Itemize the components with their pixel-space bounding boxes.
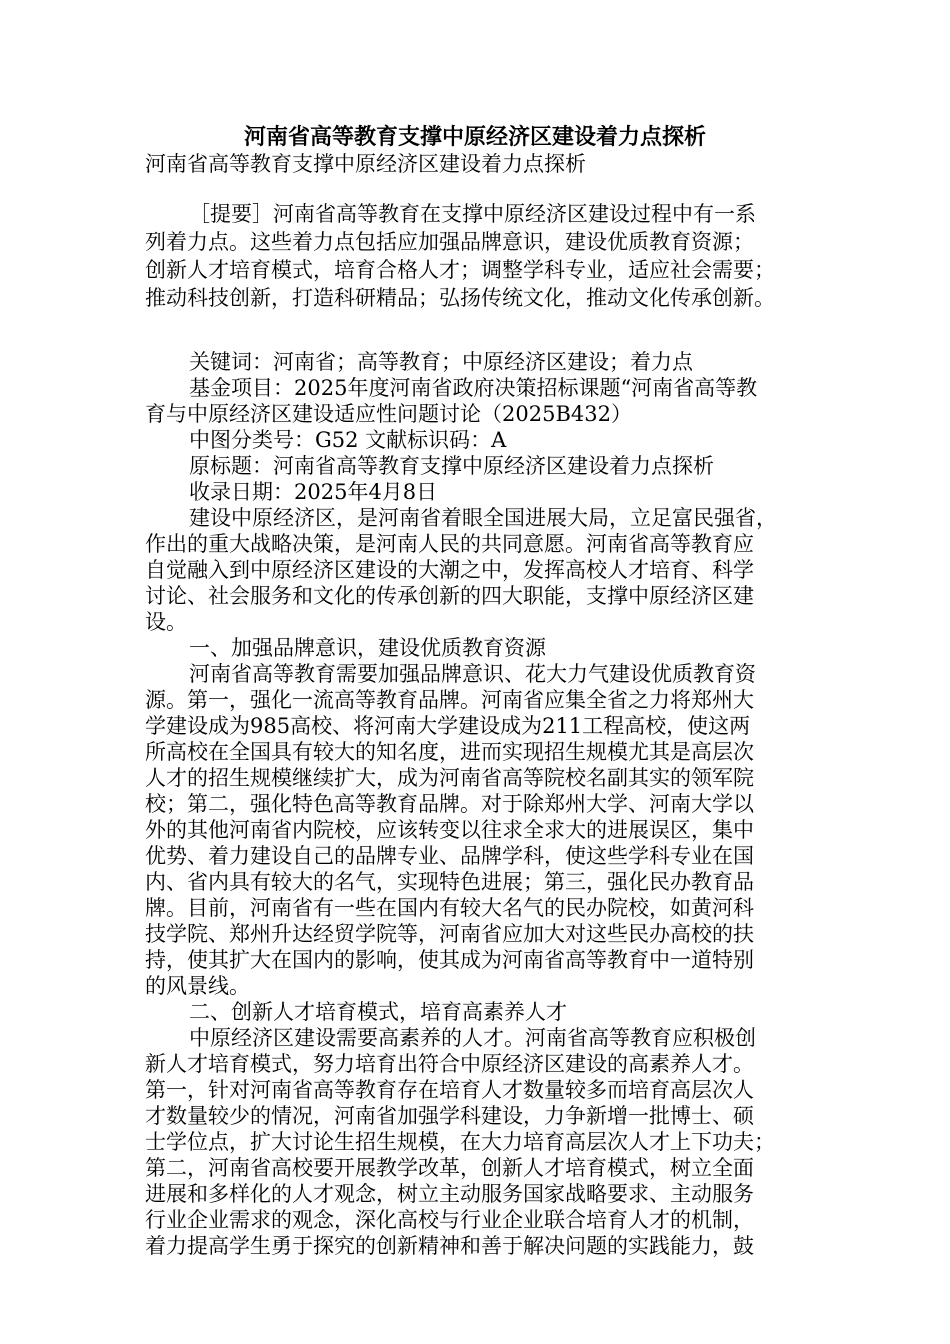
- section2-line: 中原经济区建设需要高素养的人才。河南省高等教育应积极创: [189, 1026, 756, 1050]
- section2-line: 着力提高学生勇于探究的创新精神和善于解决问题的实践能力，鼓: [145, 1234, 754, 1258]
- section2-line: 进展和多样化的人才观念，树立主动服务国家战略要求、主动服务: [145, 1182, 754, 1206]
- section1-line: 技学院、郑州升达经贸学院等，河南省应加大对这些民办高校的扶: [145, 922, 754, 946]
- fund-line: 基金项目：2025年度河南省政府决策招标课题“河南省高等教: [189, 376, 758, 400]
- abstract-line: 创新人才培育模式，培育合格人才；调整学科专业，适应社会需要；: [145, 258, 775, 282]
- received-date: 收录日期：2025年4月8日: [189, 480, 438, 504]
- document-title: 河南省高等教育支撑中原经济区建设着力点探析: [243, 124, 706, 150]
- section2-line: 才数量较少的情况，河南省加强学科建设，力争新增一批博士、硕: [145, 1104, 754, 1128]
- abstract-line: 推动科技创新，打造科研精品；弘扬传统文化，推动文化传承创新。: [145, 286, 775, 310]
- section1-line: 学建设成为985高校、将河南大学建设成为211工程高校，使这两: [145, 714, 751, 738]
- section1-line: 所高校在全国具有较大的知名度，进而实现招生规模尤其是高层次: [145, 740, 754, 764]
- section1-line: 牌。目前，河南省有一些在国内有较大名气的民办院校，如黄河科: [145, 896, 754, 920]
- intro-line: 自觉融入到中原经济区建设的大潮之中，发挥高校人才培育、科学: [145, 558, 754, 582]
- section1-line: 持，使其扩大在国内的影响，使其成为河南省高等教育中一道特别: [145, 948, 754, 972]
- fund-line: 育与中原经济区建设适应性问题讨论（2025B432）: [145, 402, 632, 426]
- keywords: 关键词：河南省；高等教育；中原经济区建设；着力点: [189, 350, 693, 374]
- section1-line: 河南省高等教育需要加强品牌意识、花大力气建设优质教育资: [189, 662, 756, 686]
- section1-line: 优势、着力建设自己的品牌专业、品牌学科，使这些学科专业在国: [145, 844, 754, 868]
- document-subtitle: 河南省高等教育支撑中原经济区建设着力点探析: [145, 152, 586, 176]
- intro-line: 设。: [145, 610, 187, 634]
- section2-line: 新人才培育模式，努力培育出符合中原经济区建设的高素养人才。: [145, 1052, 754, 1076]
- section1-line: 的风景线。: [145, 974, 250, 998]
- abstract-line: ［提要］河南省高等教育在支撑中原经济区建设过程中有一系: [189, 202, 756, 226]
- intro-line: 建设中原经济区，是河南省着眼全国进展大局，立足富民强省，: [189, 506, 777, 530]
- section1-line: 内、省内具有较大的名气，实现特色进展；第三，强化民办教育品: [145, 870, 754, 894]
- section2-line: 士学位点，扩大讨论生招生规模，在大力培育高层次人才上下功夫；: [145, 1130, 775, 1154]
- intro-line: 讨论、社会服务和文化的传承创新的四大职能，支撑中原经济区建: [145, 584, 754, 608]
- original-title: 原标题：河南省高等教育支撑中原经济区建设着力点探析: [189, 454, 714, 478]
- section1-line: 外的其他河南省内院校，应该转变以往求全求大的进展误区，集中: [145, 818, 754, 842]
- section1-line: 校；第二，强化特色高等教育品牌。对于除郑州大学、河南大学以: [145, 792, 754, 816]
- classification: 中图分类号：G52 文献标识码：A: [189, 428, 507, 452]
- intro-line: 作出的重大战略决策，是河南人民的共同意愿。河南省高等教育应: [145, 532, 754, 556]
- section1-line: 源。第一，强化一流高等教育品牌。河南省应集全省之力将郑州大: [145, 688, 754, 712]
- section2-line: 第二，河南省高校要开展教学改革，创新人才培育模式，树立全面: [145, 1156, 754, 1180]
- abstract-line: 列着力点。这些着力点包括应加强品牌意识，建设优质教育资源；: [145, 230, 754, 254]
- section-heading: 二、创新人才培育模式，培育高素养人才: [189, 1000, 567, 1024]
- section-heading: 一、加强品牌意识，建设优质教育资源: [189, 636, 546, 660]
- section2-line: 第一，针对河南省高等教育存在培育人才数量较多而培育高层次人: [145, 1078, 754, 1102]
- section1-line: 人才的招生规模继续扩大，成为河南省高等院校名副其实的领军院: [145, 766, 754, 790]
- section2-line: 行业企业需求的观念，深化高校与行业企业联合培育人才的机制，: [145, 1208, 754, 1232]
